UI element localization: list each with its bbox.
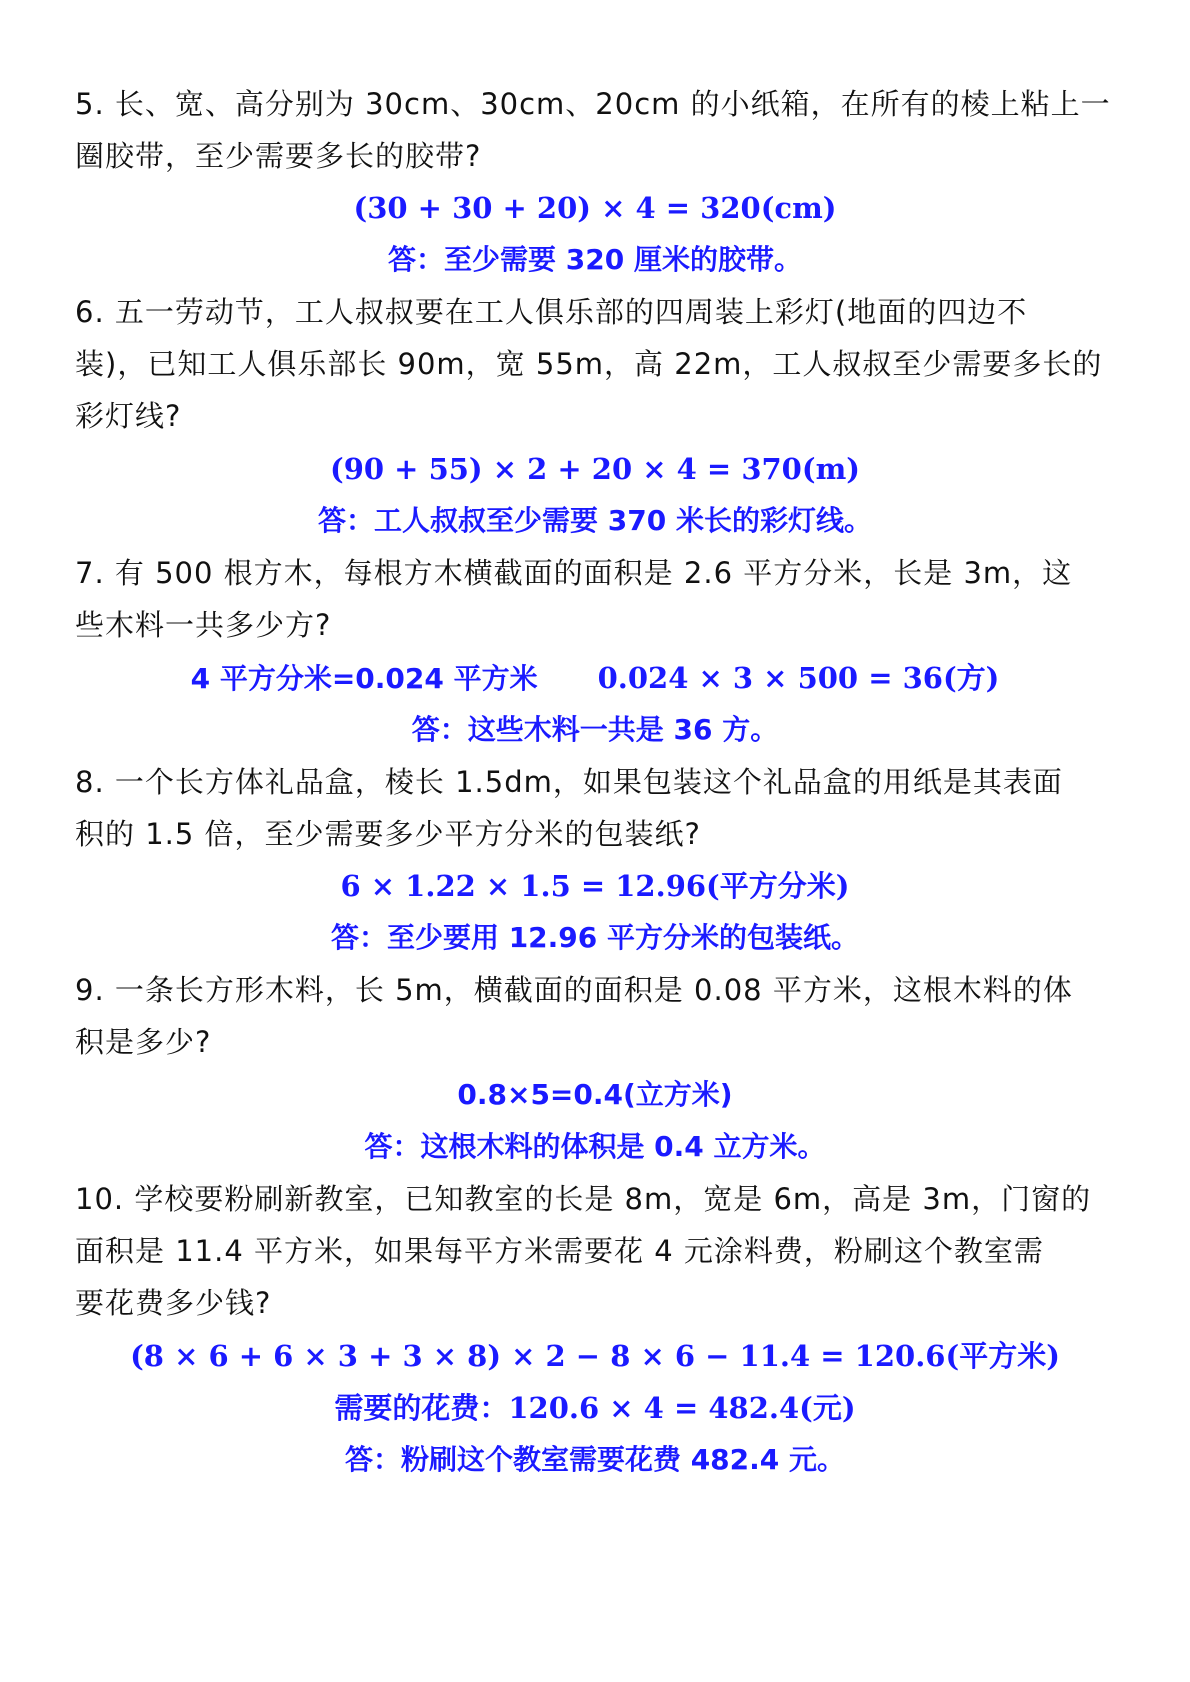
problem-10-calculation: (8 × 6 + 6 × 3 + 3 × 8) × 2 − 8 × 6 − 11.4 = 120.6(平方米) <box>130 1339 1060 1373</box>
problem-9-text-line-2: 积是多少? <box>75 1025 212 1059</box>
problem-8-text-line-1: 8. 一个长方体礼品盒，棱长 1.5dm，如果包装这个礼品盒的用纸是其表面 <box>75 765 1063 799</box>
problem-7-unit-conversion: 4 平方分米=0.024 平方米 <box>190 662 538 695</box>
problem-5-text-line-2: 圈胶带，至少需要多长的胶带? <box>75 139 482 173</box>
problem-6-text-line-1: 6. 五一劳动节，工人叔叔要在工人俱乐部的四周装上彩灯(地面的四边不 <box>75 295 1028 329</box>
problem-6-text-line-3: 彩灯线? <box>75 399 182 433</box>
problem-5-answer: 答：至少需要 320 厘米的胶带。 <box>388 243 802 276</box>
problem-7-answer: 答：这些木料一共是 36 方。 <box>411 713 779 746</box>
problem-10-cost-calculation: 需要的花费：120.6 × 4 = 482.4(元) <box>334 1391 856 1425</box>
problem-7-calculation: 0.024 × 3 × 500 = 36(方) <box>597 661 1000 695</box>
problem-10-text-line-3: 要花费多少钱? <box>75 1286 272 1320</box>
problem-5-calculation: (30 + 30 + 20) × 4 = 320(cm) <box>353 191 837 225</box>
problem-6-text-line-2: 装)，已知工人俱乐部长 90m，宽 55m，高 22m，工人叔叔至少需要多长的 <box>75 347 1103 381</box>
problem-8-answer: 答：至少要用 12.96 平方分米的包装纸。 <box>330 921 860 954</box>
problem-10-answer: 答：粉刷这个教室需要花费 482.4 元。 <box>344 1443 846 1476</box>
problem-7-text-line-2: 些木料一共多少方? <box>75 608 332 642</box>
problem-6-calculation: (90 + 55) × 2 + 20 × 4 = 370(m) <box>330 452 860 486</box>
problem-8-calculation: 6 × 1.22 × 1.5 = 12.96(平方分米) <box>340 869 850 903</box>
problem-5-text-line-1: 5. 长、宽、高分别为 30cm、30cm、20cm 的小纸箱，在所有的棱上粘上一 <box>75 87 1111 121</box>
problem-9-calculation: 0.8×5=0.4(立方米) <box>457 1078 733 1111</box>
problem-6-answer: 答：工人叔叔至少需要 370 米长的彩灯线。 <box>318 504 872 537</box>
problem-9-answer: 答：这根木料的体积是 0.4 立方米。 <box>364 1130 826 1163</box>
problem-10-text-line-1: 10. 学校要粉刷新教室，已知教室的长是 8m，宽是 6m，高是 3m，门窗的 <box>75 1182 1092 1216</box>
problem-7-text-line-1: 7. 有 500 根方木，每根方木横截面的面积是 2.6 平方分米，长是 3m，这 <box>75 556 1073 590</box>
problem-9-text-line-1: 9. 一条长方形木料，长 5m，横截面的面积是 0.08 平方米，这根木料的体 <box>75 973 1073 1007</box>
problem-10-text-line-2: 面积是 11.4 平方米，如果每平方米需要花 4 元涂料费，粉刷这个教室需 <box>75 1234 1044 1268</box>
problem-8-text-line-2: 积的 1.5 倍，至少需要多少平方分米的包装纸? <box>75 817 701 851</box>
problem-7-calculation-row <box>0 650 1190 706</box>
